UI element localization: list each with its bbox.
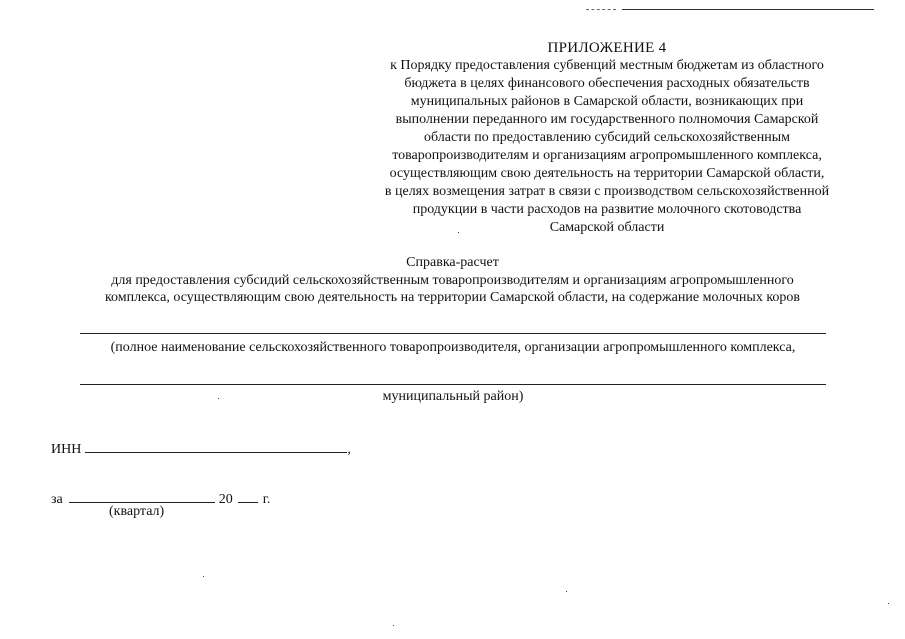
district-line[interactable] (80, 384, 826, 385)
inn-row (51, 438, 351, 458)
reference-title: Справка-расчет (406, 255, 499, 270)
inn-comma: , (347, 442, 351, 457)
quarter-caption: (квартал) (109, 504, 165, 519)
scan-speck (218, 398, 219, 399)
inn-label: ИНН (51, 442, 82, 457)
appendix-line: товаропроизводителям и организациям агропромышленного комплекса, (392, 148, 822, 163)
scan-speck (888, 603, 889, 604)
district-caption: муниципальный район) (382, 389, 524, 404)
year-suffix: г. (262, 492, 271, 507)
appendix-line: бюджета в целях финансового обеспечения расходных обязательств (404, 76, 810, 91)
appendix-line: к Порядку предоставления субвенций местным бюджетам из областного (390, 58, 824, 73)
year-prefix: 20 (218, 492, 233, 507)
appendix-line: выполнении переданного им государственного полномочия Самарской (395, 112, 819, 127)
appendix-line: продукции в части расходов на развитие молочного скотоводства (412, 202, 802, 217)
appendix-line: осуществляющим свою деятельность на территории Самарской области, (389, 166, 825, 181)
organization-name-line[interactable] (80, 333, 826, 334)
quarter-field[interactable] (69, 489, 215, 503)
appendix-title: ПРИЛОЖЕНИЕ 4 (547, 40, 667, 56)
header-rule (622, 9, 874, 10)
appendix-line: муниципальных районов в Самарской области, возникающих при (410, 94, 804, 109)
appendix-line: в целях возмещения затрат в связи с производством сельскохозяйственной (384, 184, 830, 199)
reference-subtitle (80, 272, 825, 306)
scan-speck (458, 232, 459, 233)
reference-subtitle-line: комплекса, осуществляющим свою деятельность на территории Самарской области, на содержание молочных коров (104, 290, 801, 305)
scan-speck (566, 591, 567, 592)
inn-field[interactable] (85, 438, 347, 453)
appendix-line: Самарской области (549, 220, 665, 235)
scan-speck (203, 576, 204, 577)
scan-speck (393, 625, 394, 626)
organization-name-caption: (полное наименование сельскохозяйственного товаропроизводителя, организации агропромышленного комплекса, (110, 340, 796, 355)
header-dashed-mark (586, 9, 616, 10)
appendix-line: области по предоставлению субсидий сельскохозяйственным (423, 130, 791, 145)
period-prefix: за (51, 492, 63, 507)
appendix-block (357, 39, 857, 237)
year-field[interactable] (238, 489, 258, 503)
reference-subtitle-line: для предоставления субсидий сельскохозяйственным товаропроизводителям и организациям агропромышленного (111, 273, 794, 288)
